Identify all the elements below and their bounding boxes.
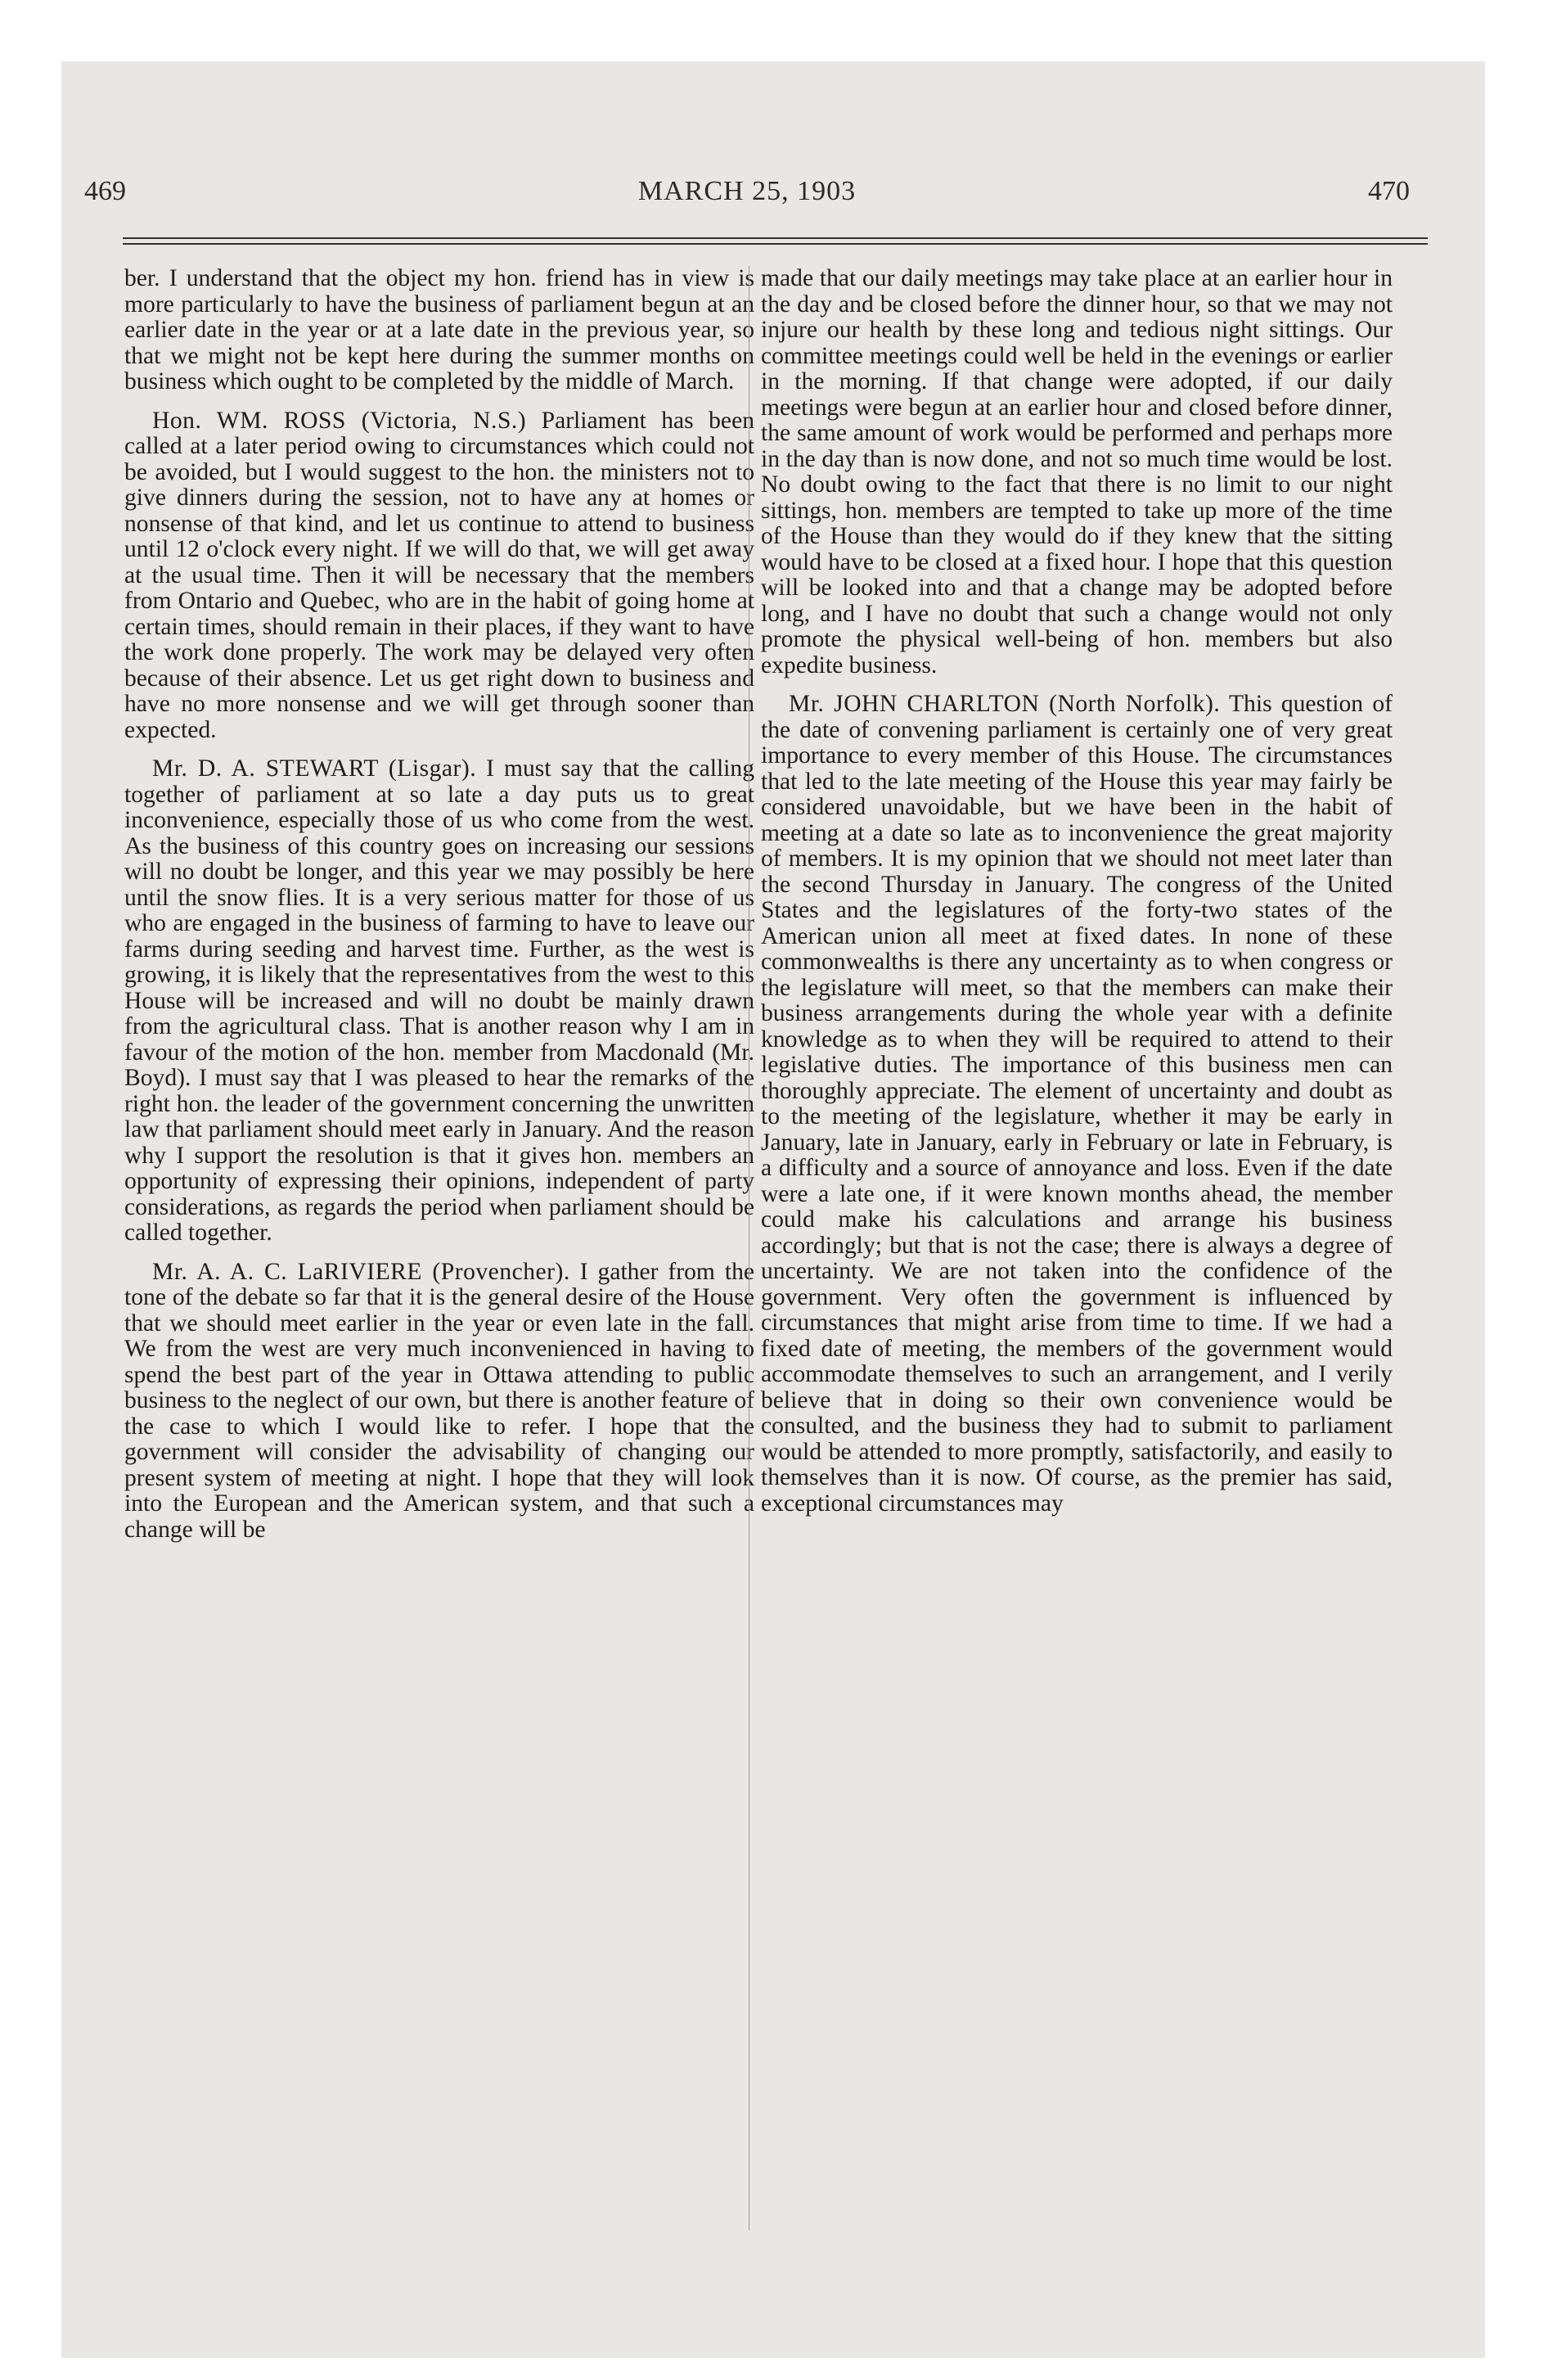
- speaker-name: Mr. D. A. STEWART (Lisgar).: [152, 755, 477, 782]
- page-sheet: [61, 61, 1485, 2358]
- right-column: [761, 266, 1393, 1530]
- paragraph-text: made that our daily meetings may take place at an earlier hour in the day and be closed before the dinner hour, so that we may not injure our health by these long and tedious night sittings. Our committee meetings could well be held in the evenings or earlier in the morning. If that change were adopted, if our daily meetings were begun at an earlier hour and closed before dinner, the same amount of work would be performed and perhaps more in the day than is now done, and not so much time would be lost. No doubt owing to the fact that there is no limit to our night sittings, hon. members are tempted to take up more of the time of the House than they would do if they knew that the sitting would have to be closed at a fixed hour. I hope that this question will be looked into and that a change may be adopted before long, and I have no doubt that such a change would not only promote the physical well-being of hon. members but also expedite business.: [761, 265, 1393, 678]
- paragraph: [761, 266, 1393, 678]
- speech-paragraph: [124, 1260, 754, 1544]
- paragraph-text: I must say that the calling together of parliament at so late a day puts us to great inconvenience, especially those of us who come from the west. As the business of this country goes on increasing our sessions will no doubt be longer, and this year we may possibly be here until the snow flies. It is a very serious matter for those of us who are engaged in the business of farming to have to leave our farms during seeding and harvest time. Further, as the west is growing, it is likely that the representatives from the west to this House will be increased and will no doubt be mainly drawn from the agricultural class. That is another reason why I am in favour of the motion of the hon. member from Macdonald (Mr. Boyd). I must say that I was pleased to hear the remarks of the right hon. the leader of the government concerning the unwritten law that parliament should meet early in January. And the reason why I support the resolution is that it gives hon. members an opportunity of expressing their opinions, independent of party considerations, as regards the period when parliament should be called together.: [124, 755, 754, 1246]
- paragraph-text: I gather from the tone of the debate so far that it is the general desire of the House that we should meet earlier in the year or even late in the fall. We from the west are very much inconvenienced in having to spend the best part of the year in Ottawa attending to public business to the neglect of our own, but there is another feature of the case to which I would like to refer. I hope that the government will consider the advisability of changing our present system of meeting at night. I hope that they will look into the European and the American system, and that such a change will be: [124, 1258, 754, 1543]
- speech-paragraph: [761, 692, 1393, 1517]
- speaker-name: Mr. A. A. C. LaRIVIERE (Provencher).: [152, 1258, 570, 1285]
- paragraph-text: ber. I understand that the object my hon. friend has in view is more particularly to have the business of parliament begun at an earlier date in the year or at a late date in the previous year, so that we might not be kept here during the summer months on business which ought to be completed by the middle of March.: [124, 265, 754, 394]
- header-rule-top: [123, 237, 1428, 239]
- speech-paragraph: [124, 408, 754, 744]
- speech-paragraph: [124, 756, 754, 1246]
- page-header: [84, 176, 1410, 225]
- page-date: MARCH 25, 1903: [637, 176, 857, 206]
- page-number-right: 470: [1368, 176, 1410, 206]
- paragraph-text: Parliament has been called at a later period owing to circumstances which could not be avoided, but I would suggest to the hon. the ministers not to give dinners during the session, not to have any at homes or nonsense of that kind, and let us continue to attend to business until 12 o'clock every night. If we will do that, we will get away at the usual time. Then it will be necessary that the members from Ontario and Quebec, who are in the habit of going home at certain times, should remain in their places, if they want to have the work done properly. The work may be delayed very often because of their absence. Let us get right down to business and have no more nonsense and we will get through sooner than expected.: [124, 407, 754, 743]
- paragraph-text: This question of the date of convening parliament is certainly one of very great importance to every member of this House. The circumstances that led to the late meeting of the House this year may fairly be considered unavoidable, but we have been in the habit of meeting at a date so late as to inconvenience the great majority of members. It is my opinion that we should not meet later than the second Thursday in January. The congress of the United States and the legislatures of the forty-two states of the American union all meet at fixed dates. In none of these commonwealths is there any uncertainty as to when congress or the legislature will meet, so that the members can make their business arrangements during the whole year with a definite knowledge as to when they will be required to attend to their legislative duties. The importance of this business men can thoroughly appreciate. The element of uncertainty and doubt as to the meeting of the legislature, whether it may be early in January, late in January, early in February or late in February, is a difficulty and a source of annoyance and loss. Even if the date were a late one, if it were known months ahead, the member could make his calculations and arrange his business accordingly; but that is not the case; there is always a degree of uncertainty. We are not taken into the confidence of the government. Very often the government is influenced by circumstances that might arise from time to time. If we had a fixed date of meeting, the members of the government would accommodate themselves to such an arrangement, and I verily believe that in doing so their own convenience would be consulted, and the business they had to submit to parliament would be attended to more promptly, satisfactorily, and easily to themselves than it is now. Of course, as the premier has said, exceptional circumstances may: [761, 691, 1393, 1517]
- header-rule-bottom: [123, 243, 1428, 245]
- speaker-name: Mr. JOHN CHARLTON (North Norfolk).: [789, 691, 1221, 717]
- left-column: [124, 266, 754, 1556]
- speaker-name: Hon. WM. ROSS (Victoria, N.S.): [152, 407, 527, 434]
- paragraph: [124, 266, 754, 395]
- page-number-left: 469: [84, 176, 126, 206]
